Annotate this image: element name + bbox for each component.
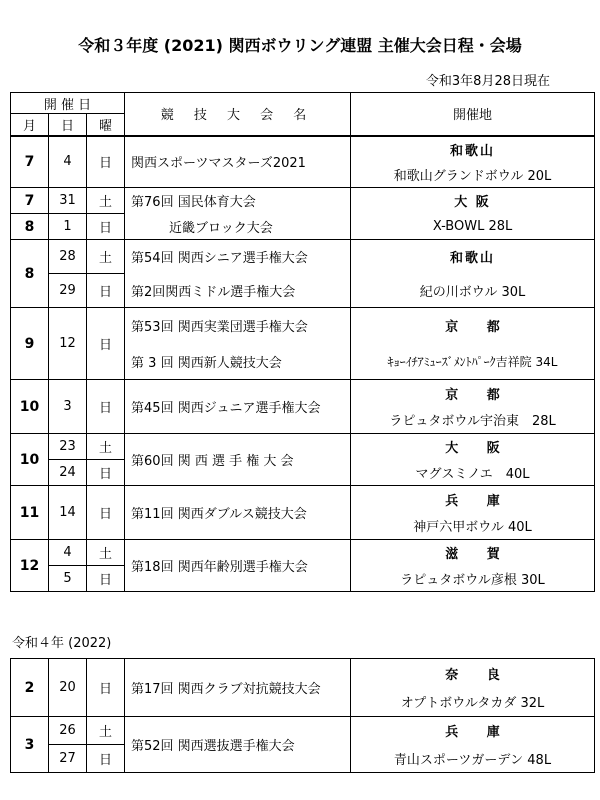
venue-name: オプトボウルタカダ 32L xyxy=(351,688,595,717)
month-cell: 10 xyxy=(11,380,49,434)
table-row xyxy=(11,540,595,566)
venue-name: 和歌山グランドボウル 20L xyxy=(351,162,595,188)
table-row xyxy=(11,240,595,274)
venue-name: ｷｮｰｲﾁｱﾐｭｰｽﾞﾒﾝﾄﾊﾟｰｸ吉祥院 34L xyxy=(351,344,595,380)
event-name: 第54回 関西シニア選手権大会 xyxy=(125,240,351,274)
weekday-cell: 日 xyxy=(87,659,125,717)
header-row xyxy=(11,93,595,114)
venue-name: 青山スポーツガーデン 48L xyxy=(351,745,595,773)
weekday-cell: 土 xyxy=(87,540,125,566)
weekday-cell: 日 xyxy=(87,486,125,540)
table-row xyxy=(11,188,595,214)
table-row xyxy=(11,136,595,162)
header-date-group: 開 催 日 xyxy=(11,93,125,114)
month-cell: 11 xyxy=(11,486,49,540)
section-label-2022: 令和４年 (2022) xyxy=(12,636,112,651)
event-name: 第60回 関 西 選 手 権 大 会 xyxy=(125,434,351,486)
event-name: 第17回 関西クラブ対抗競技大会 xyxy=(125,659,351,717)
table-row xyxy=(11,659,595,688)
month-cell: 8 xyxy=(11,214,49,240)
month-cell: 2 xyxy=(11,659,49,717)
table-row-cont xyxy=(11,214,595,240)
day-cell: 1 xyxy=(49,214,87,240)
month-cell: 9 xyxy=(11,308,49,380)
table-row-cont xyxy=(11,274,595,308)
weekday-cell: 日 xyxy=(87,274,125,308)
month-cell: 3 xyxy=(11,717,49,773)
event-name: 第18回 関西年齢別選手権大会 xyxy=(125,540,351,592)
event-name-sub: 近畿ブロック大会 xyxy=(125,214,351,240)
event-name: 関西スポーツマスターズ2021 xyxy=(125,136,351,188)
header-event: 競 技 大 会 名 xyxy=(125,93,351,136)
day-cell: 3 xyxy=(49,380,87,434)
venue-prefecture: 京 都 xyxy=(351,380,595,407)
venue-name: X-BOWL 28L xyxy=(351,214,595,240)
venue-name: マグスミノエ 40L xyxy=(351,460,595,486)
month-cell: 10 xyxy=(11,434,49,486)
day-cell: 27 xyxy=(49,745,87,773)
venue-prefecture: 大 阪 xyxy=(351,434,595,460)
venue-name: ラピュタボウル彦根 30L xyxy=(351,566,595,592)
venue-prefecture: 大 阪 xyxy=(351,188,595,214)
header-venue: 開催地 xyxy=(351,93,595,136)
weekday-cell: 日 xyxy=(87,308,125,380)
weekday-cell: 日 xyxy=(87,136,125,188)
event-name: 第11回 関西ダブルス競技大会 xyxy=(125,486,351,540)
venue-name: ラピュタボウル宇治東 28L xyxy=(351,407,595,434)
day-cell: 28 xyxy=(49,240,87,274)
day-cell: 4 xyxy=(49,136,87,188)
as-of-date: 令和3年8月28日現在 xyxy=(425,74,550,89)
day-cell: 24 xyxy=(49,460,87,486)
venue-prefecture: 兵 庫 xyxy=(351,486,595,513)
month-cell: 7 xyxy=(11,136,49,188)
day-cell: 12 xyxy=(49,308,87,380)
event-name: 第45回 関西ジュニア選手権大会 xyxy=(125,380,351,434)
day-cell: 26 xyxy=(49,717,87,745)
weekday-cell: 土 xyxy=(87,717,125,745)
event-name-sub: 第 3 回 関西新人競技大会 xyxy=(125,344,351,380)
weekday-cell: 日 xyxy=(87,460,125,486)
event-name: 第52回 関西選抜選手権大会 xyxy=(125,717,351,773)
event-name: 第53回 関西実業団選手権大会 xyxy=(125,308,351,344)
table-row xyxy=(11,717,595,745)
venue-prefecture: 和歌山 xyxy=(351,136,595,162)
table-row xyxy=(11,486,595,513)
venue-prefecture: 和歌山 xyxy=(351,240,595,274)
weekday-cell: 土 xyxy=(87,188,125,214)
venue-name: 紀の川ボウル 30L xyxy=(351,274,595,308)
header-day: 日 xyxy=(49,114,87,136)
event-name: 第76回 国民体育大会 xyxy=(125,188,351,214)
document-title: 令和３年度 (2021) 関西ボウリング連盟 主催大会日程・会場 xyxy=(78,36,522,55)
header-month: 月 xyxy=(11,114,49,136)
table-row xyxy=(11,380,595,407)
table-row xyxy=(11,308,595,344)
venue-prefecture: 滋 賀 xyxy=(351,540,595,566)
weekday-cell: 土 xyxy=(87,434,125,460)
weekday-cell: 土 xyxy=(87,240,125,274)
weekday-cell: 日 xyxy=(87,380,125,434)
day-cell: 23 xyxy=(49,434,87,460)
schedule-table-2022 xyxy=(10,658,595,773)
day-cell: 20 xyxy=(49,659,87,717)
weekday-cell: 日 xyxy=(87,214,125,240)
day-cell: 31 xyxy=(49,188,87,214)
month-cell: 8 xyxy=(11,240,49,308)
day-cell: 5 xyxy=(49,566,87,592)
day-cell: 29 xyxy=(49,274,87,308)
weekday-cell: 日 xyxy=(87,566,125,592)
venue-name: 神戸六甲ボウル 40L xyxy=(351,513,595,540)
event-name-sub: 第2回関西ミドル選手権大会 xyxy=(125,274,351,308)
schedule-table-2021 xyxy=(10,92,595,592)
weekday-cell: 日 xyxy=(87,745,125,773)
header-weekday: 曜 xyxy=(87,114,125,136)
month-cell: 12 xyxy=(11,540,49,592)
venue-prefecture: 奈 良 xyxy=(351,659,595,688)
day-cell: 4 xyxy=(49,540,87,566)
venue-prefecture: 兵 庫 xyxy=(351,717,595,745)
day-cell: 14 xyxy=(49,486,87,540)
month-cell: 7 xyxy=(11,188,49,214)
table-row xyxy=(11,434,595,460)
venue-prefecture: 京 都 xyxy=(351,308,595,344)
